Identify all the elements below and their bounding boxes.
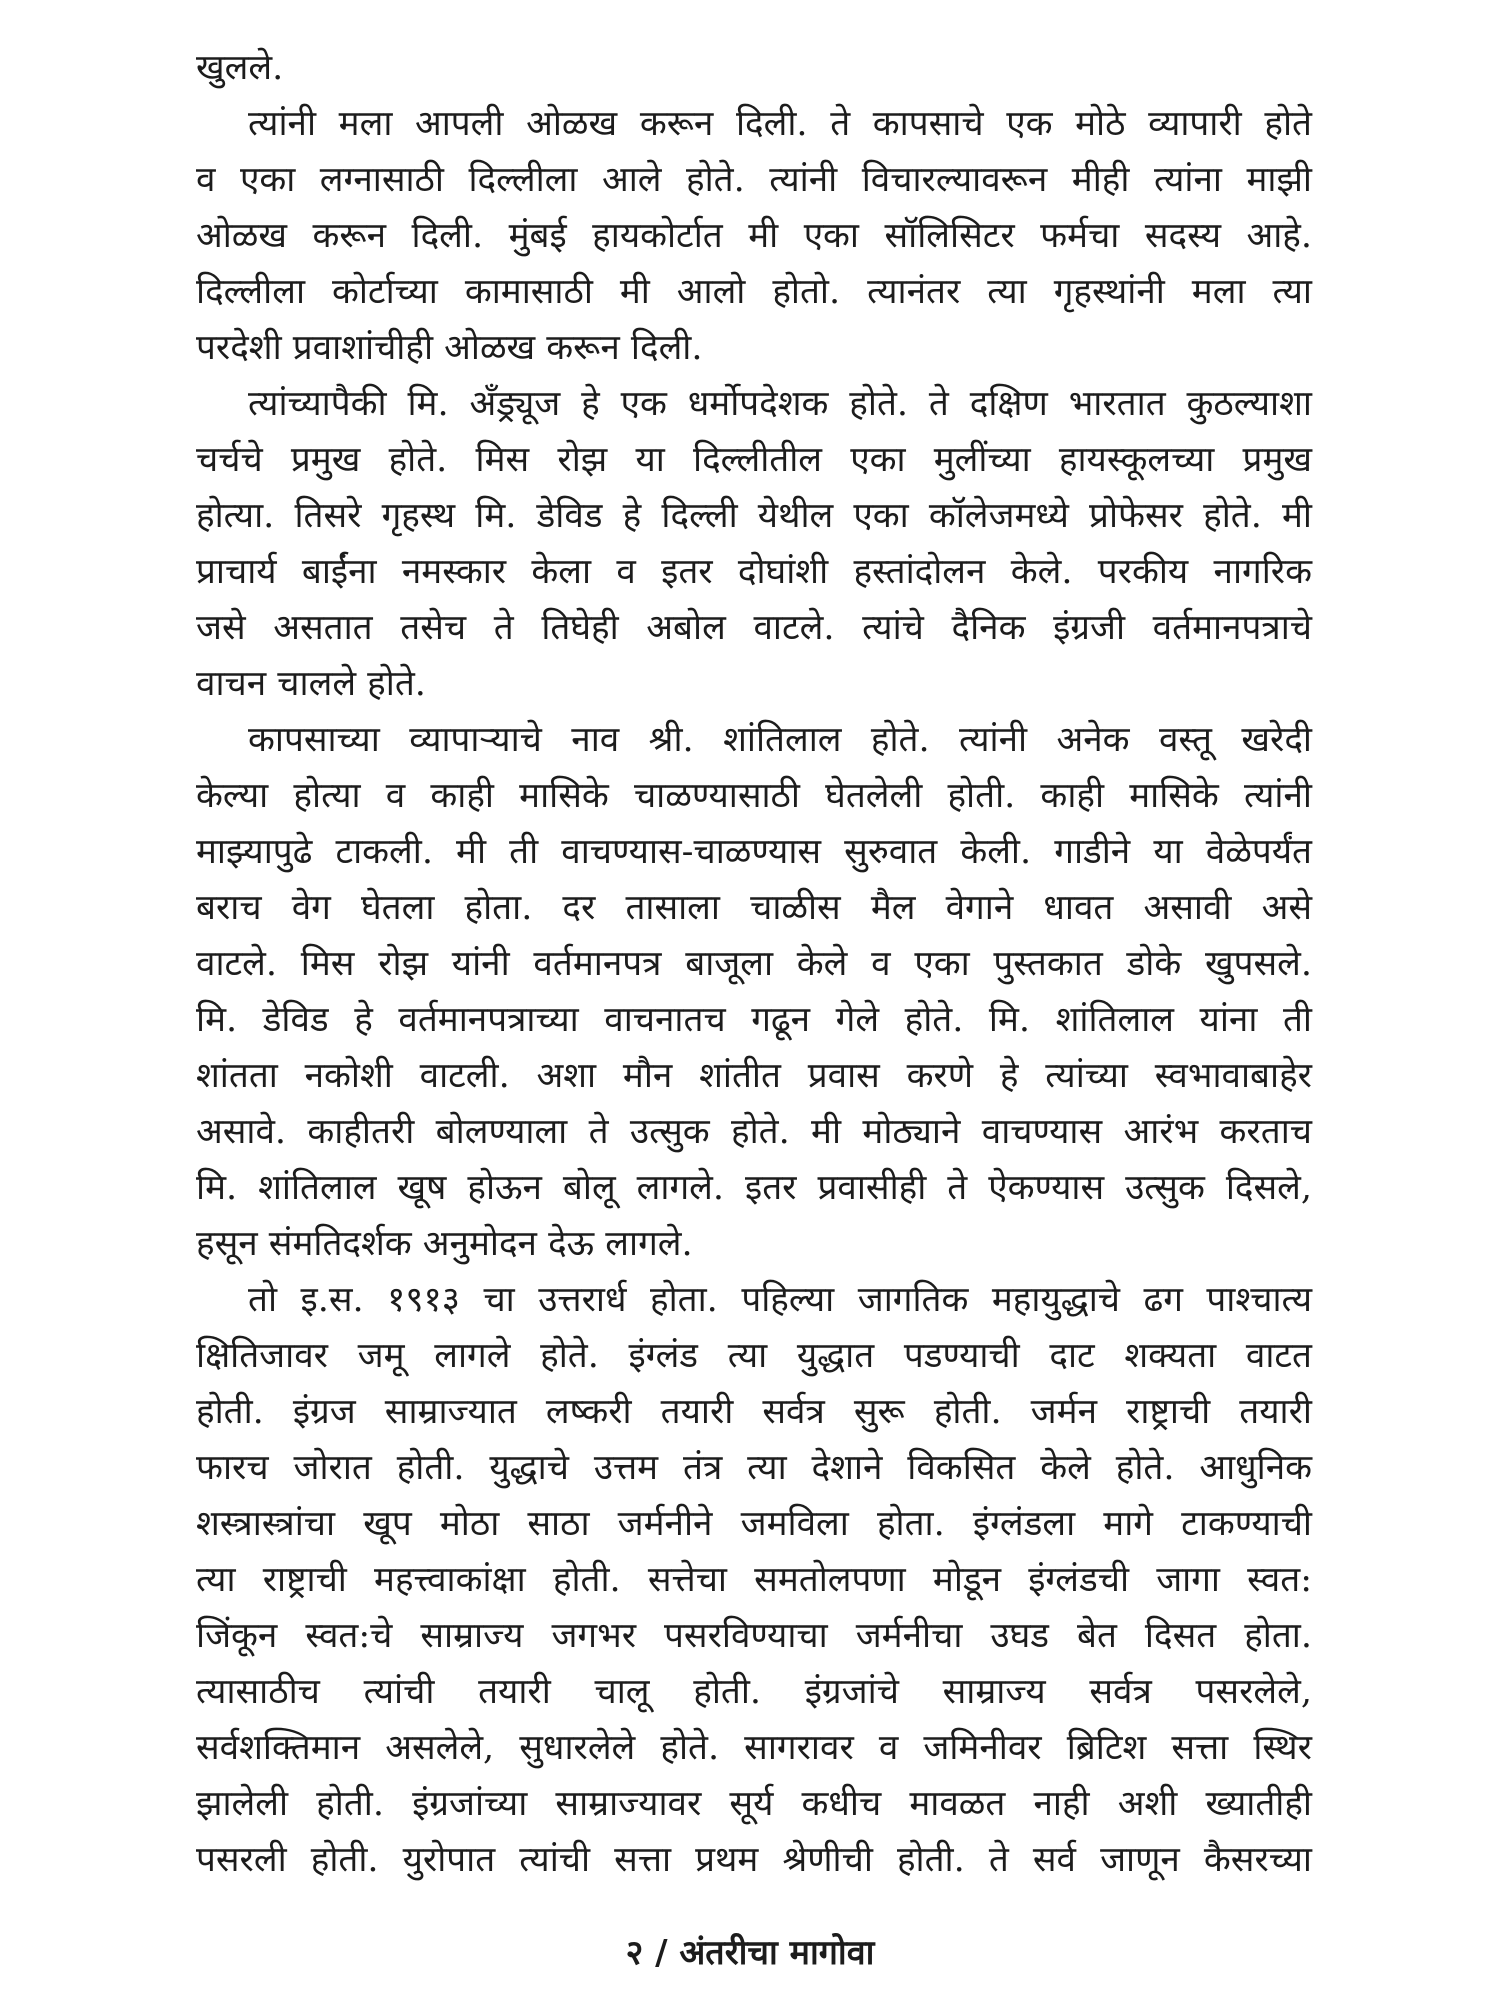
text-line: सर्वशक्तिमान असलेले, सुधारलेले होते. सागरावर व जमिनीवर ब्रिटिश सत्ता स्थिर xyxy=(196,1728,1312,1768)
text-line: मि. शांतिलाल खूष होऊन बोलू लागले. इतर प्रवासीही ते ऐकण्यास उत्सुक दिसले, xyxy=(196,1168,1312,1208)
text-line: त्यासाठीच त्यांची तयारी चालू होती. इंग्रजांचे साम्राज्य सर्वत्र पसरलेले, xyxy=(196,1672,1312,1712)
text-line: वाटले. मिस रोझ यांनी वर्तमानपत्र बाजूला केले व एका पुस्तकात डोके खुपसले. xyxy=(196,944,1312,984)
text-line: असावे. काहीतरी बोलण्याला ते उत्सुक होते. मी मोठ्याने वाचण्यास आरंभ करताच xyxy=(196,1112,1312,1152)
body-text xyxy=(196,40,1312,1888)
text-line: हसून संमतिदर्शक अनुमोदन देऊ लागले. xyxy=(196,1224,693,1264)
text-line: पसरली होती. युरोपात त्यांची सत्ता प्रथम श्रेणीची होती. ते सर्व जाणून कैसरच्या xyxy=(196,1840,1312,1880)
text-line: खुलले. xyxy=(196,48,284,88)
text-line: माझ्यापुढे टाकली. मी ती वाचण्यास-चाळण्यास सुरुवात केली. गाडीने या वेळेपर्यंत xyxy=(196,832,1312,872)
text-line: चर्चचे प्रमुख होते. मिस रोझ या दिल्लीतील एका मुलींच्या हायस्कूलच्या प्रमुख xyxy=(196,440,1312,480)
text-line: प्राचार्य बाईंना नमस्कार केला व इतर दोघांशी हस्तांदोलन केले. परकीय नागरिक xyxy=(196,552,1312,592)
text-line: त्यांनी मला आपली ओळख करून दिली. ते कापसाचे एक मोठे व्यापारी होते xyxy=(248,104,1312,144)
text-line: होत्या. तिसरे गृहस्थ मि. डेविड हे दिल्ली येथील एका कॉलेजमध्ये प्रोफेसर होते. मी xyxy=(196,496,1312,536)
text-line: झालेली होती. इंग्रजांच्या साम्राज्यावर सूर्य कधीच मावळत नाही अशी ख्यातीही xyxy=(196,1784,1312,1824)
text-line: केल्या होत्या व काही मासिके चाळण्यासाठी घेतलेली होती. काही मासिके त्यांनी xyxy=(196,776,1312,816)
text-line: क्षितिजावर जमू लागले होते. इंग्लंड त्या युद्धात पडण्याची दाट शक्यता वाटत xyxy=(196,1336,1312,1376)
text-line: परदेशी प्रवाशांचीही ओळख करून दिली. xyxy=(196,328,703,368)
text-line: शस्त्रास्त्रांचा खूप मोठा साठा जर्मनीने जमविला होता. इंग्लंडला मागे टाकण्याची xyxy=(196,1504,1312,1544)
text-line: जसे असतात तसेच ते तिघेही अबोल वाटले. त्यांचे दैनिक इंग्रजी वर्तमानपत्राचे xyxy=(196,608,1312,648)
text-line: बराच वेग घेतला होता. दर तासाला चाळीस मैल वेगाने धावत असावी असे xyxy=(196,888,1312,928)
page-footer: २ / अंतरीचा मागोवा xyxy=(625,1933,875,1973)
text-line: त्या राष्ट्राची महत्त्वाकांक्षा होती. सत्तेचा समतोलपणा मोडून इंग्लंडची जागा स्वत: xyxy=(196,1560,1312,1600)
text-line: तो इ.स. १९१३ चा उत्तरार्ध होता. पहिल्या जागतिक महायुद्धाचे ढग पाश्चात्य xyxy=(248,1280,1312,1320)
text-line: ओळख करून दिली. मुंबई हायकोर्टात मी एका सॉलिसिटर फर्मचा सदस्य आहे. xyxy=(196,216,1312,256)
text-line: त्यांच्यापैकी मि. अँड्र्यूज हे एक धर्मोपदेशक होते. ते दक्षिण भारतात कुठल्याशा xyxy=(248,384,1312,424)
text-line: व एका लग्नासाठी दिल्लीला आले होते. त्यांनी विचारल्यावरून मीही त्यांना माझी xyxy=(196,160,1312,200)
text-line: फारच जोरात होती. युद्धाचे उत्तम तंत्र त्या देशाने विकसित केले होते. आधुनिक xyxy=(196,1448,1312,1488)
text-line: मि. डेविड हे वर्तमानपत्राच्या वाचनातच गढून गेले होते. मि. शांतिलाल यांना ती xyxy=(196,1000,1312,1040)
text-line: शांतता नकोशी वाटली. अशा मौन शांतीत प्रवास करणे हे त्यांच्या स्वभावाबाहेर xyxy=(196,1056,1312,1096)
text-line: वाचन चालले होते. xyxy=(196,664,426,704)
text-line: दिल्लीला कोर्टाच्या कामासाठी मी आलो होतो. त्यानंतर त्या गृहस्थांनी मला त्या xyxy=(196,272,1312,312)
text-line: होती. इंग्रज साम्राज्यात लष्करी तयारी सर्वत्र सुरू होती. जर्मन राष्ट्राची तयारी xyxy=(196,1392,1312,1432)
text-line: कापसाच्या व्यापाऱ्याचे नाव श्री. शांतिलाल होते. त्यांनी अनेक वस्तू खरेदी xyxy=(248,720,1312,760)
text-line: जिंकून स्वत:चे साम्राज्य जगभर पसरविण्याचा जर्मनीचा उघड बेत दिसत होता. xyxy=(196,1616,1312,1656)
